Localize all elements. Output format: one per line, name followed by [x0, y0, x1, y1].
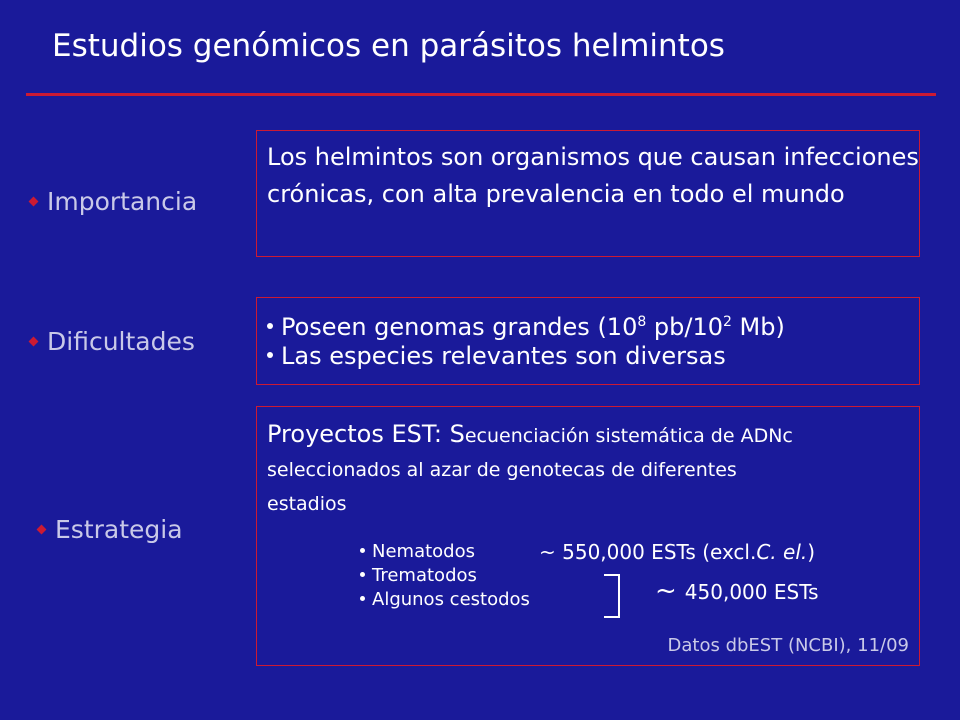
estrategia-box	[256, 406, 920, 666]
bullet-dot-icon	[360, 596, 365, 601]
slide-title: Estudios genómicos en parásitos helmintos	[52, 28, 725, 64]
list-item: Poseen genomas grandes ($10^8$ $pb/10^2$ Mb)	[267, 308, 919, 342]
est-line: estadios	[267, 493, 347, 515]
list-item: Nematodos	[360, 540, 530, 564]
estrategia-text	[267, 417, 793, 521]
bullet-dot-icon	[360, 572, 365, 577]
diamond-bullet-icon	[37, 524, 47, 534]
grouping-bracket	[604, 574, 620, 618]
bullet-dot-icon	[267, 352, 273, 358]
bullet-dot-icon	[360, 548, 365, 553]
list-item: Las especies relevantes son diversas	[267, 342, 919, 371]
label-importancia: Importancia	[30, 187, 197, 216]
nematodos-count: ~ 550,000 ESTs (excl.C. el.)	[539, 540, 816, 564]
diamond-bullet-icon	[29, 196, 39, 206]
source-note: Datos dbEST (NCBI), 11/09	[667, 635, 909, 656]
list-item: Algunos cestodos	[360, 588, 530, 612]
title-divider	[26, 93, 936, 96]
label-dificultades: Dificultades	[30, 327, 195, 356]
est-heading: Proyectos EST: Secuenciación sistemática de ADNc	[267, 420, 793, 448]
bullet-dot-icon	[267, 323, 273, 329]
diamond-bullet-icon	[29, 336, 39, 346]
list-item: Trematodos	[360, 564, 530, 588]
est-line: seleccionados al azar de genotecas de diferentes	[267, 459, 737, 481]
importancia-box	[256, 130, 920, 257]
dificultades-box	[256, 297, 920, 385]
trematodos-cestodos-count: ~ 450,000 ESTs	[655, 576, 819, 606]
organism-list	[360, 540, 530, 612]
label-estrategia: Estrategia	[38, 515, 183, 544]
importancia-text: Los helmintos son organismos que causan infecciones crónicas, con alta prevalencia en todo el mundo	[267, 143, 919, 208]
